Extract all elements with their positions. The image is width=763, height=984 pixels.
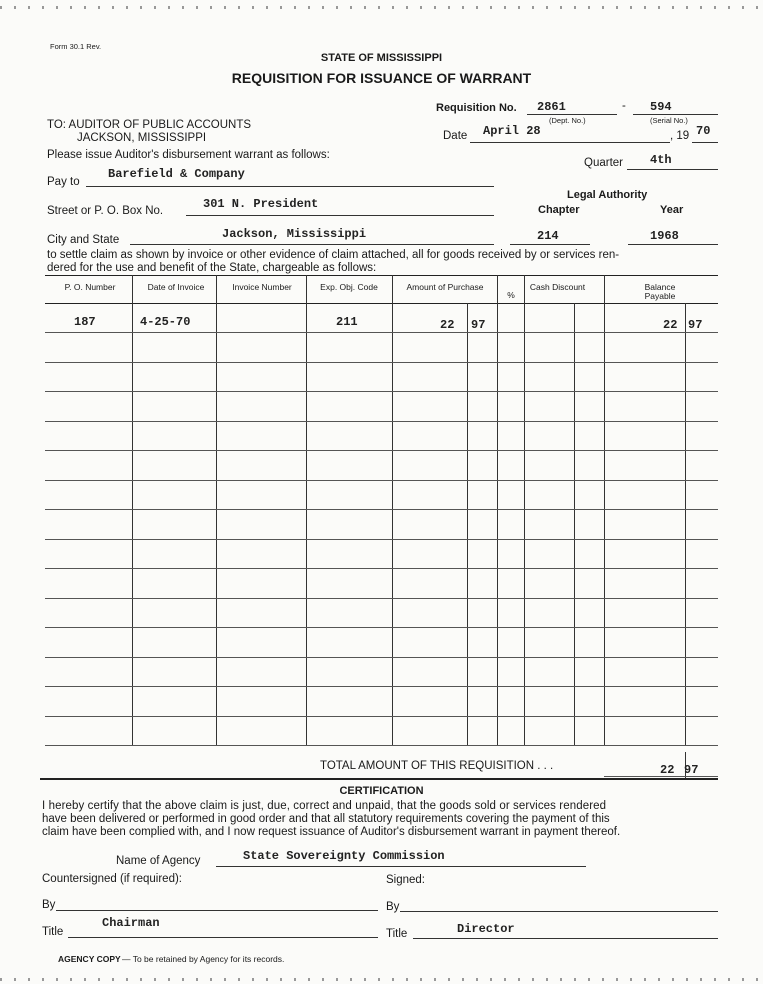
pay-to-line (86, 186, 494, 187)
certification-line-1: I hereby certify that the above claim is just, due, correct and unpaid, that the goods sold or services rendered (42, 800, 607, 812)
certification-line-2: have been delivered or performed in good order and that all statutory requirements covering the payment of this (42, 813, 610, 825)
city-label: City and State (47, 234, 120, 246)
quarter-value[interactable]: 4th (650, 153, 672, 167)
date-line (470, 142, 670, 143)
year-prefix: , 19 (670, 130, 690, 142)
street-line (186, 215, 494, 216)
serial-no-value[interactable]: 594 (650, 100, 672, 114)
chapter-line (510, 244, 590, 245)
bottom-perforation (0, 978, 763, 981)
header-date: Date of Invoice (147, 282, 205, 292)
agency-copy-label: AGENCY COPY (58, 954, 121, 964)
year-line (692, 142, 718, 143)
street-label: Street or P. O. Box No. (47, 205, 164, 217)
header-pct: % (507, 290, 515, 300)
chapter-value[interactable]: 214 (537, 229, 559, 243)
pay-to-value[interactable]: Barefield & Company (108, 167, 245, 181)
balance-dollars-cell[interactable]: 22 (663, 318, 678, 332)
header-amount: Amount of Purchase (406, 282, 484, 292)
dept-no-line (527, 114, 617, 115)
invoice-date-cell[interactable]: 4-25-70 (140, 315, 191, 329)
left-by-label: By (42, 899, 56, 911)
left-by-line[interactable] (56, 910, 378, 911)
certification-heading: CERTIFICATION (339, 785, 424, 797)
form-title: REQUISITION FOR ISSUANCE OF WARRANT (231, 70, 532, 86)
right-title-line (413, 938, 718, 939)
header-cash: Cash Discount (529, 282, 586, 292)
signed-label: Signed: (386, 874, 426, 886)
settle-line-1: to settle claim as shown by invoice or other evidence of claim attached, all for goods received by or services ren- (47, 249, 620, 261)
agency-value[interactable]: State Sovereignty Commission (243, 849, 445, 863)
date-value[interactable]: April 28 (483, 124, 541, 138)
amount-dollars-cell[interactable]: 22 (440, 318, 455, 332)
legal-year-line (628, 244, 718, 245)
left-title-value[interactable]: Chairman (102, 916, 160, 930)
quarter-line (627, 169, 718, 170)
right-by-label: By (386, 901, 400, 913)
serial-no-caption: (Serial No.) (650, 116, 688, 125)
right-by-line[interactable] (400, 911, 718, 912)
amount-cents-cell[interactable]: 97 (471, 318, 486, 332)
quarter-label: Quarter (584, 157, 623, 169)
settle-line-2: dered for the use and benefit of the State, chargeable as follows: (47, 262, 377, 274)
total-label: TOTAL AMOUNT OF THIS REQUISITION . . . (320, 760, 554, 772)
header-po: P. O. Number (64, 282, 116, 292)
form-number: Form 30.1 Rev. (50, 42, 102, 51)
date-label: Date (443, 130, 468, 142)
retained-note: — To be retained by Agency for its records. (122, 954, 285, 964)
year-label: Year (660, 204, 684, 216)
to-line-1: TO: AUDITOR OF PUBLIC ACCOUNTS (47, 119, 252, 131)
please-issue: Please issue Auditor's disbursement warrant as follows: (47, 149, 330, 161)
requisition-label: Requisition No. (436, 102, 517, 114)
top-perforation (0, 6, 763, 9)
dept-no-value[interactable]: 2861 (537, 100, 566, 114)
header-invoice: Invoice Number (232, 282, 292, 292)
state-heading: STATE OF MISSISSIPPI (320, 52, 443, 64)
certification-line-3: claim have been complied with, and I now request issuance of Auditor's disbursement warrant in payment thereof. (42, 826, 621, 838)
to-line-2: JACKSON, MISSISSIPPI (77, 132, 207, 144)
total-cents[interactable]: 97 (684, 763, 699, 777)
header-balance: Balance Payable (644, 282, 676, 301)
chapter-label: Chapter (538, 204, 580, 216)
serial-no-line (633, 114, 718, 115)
legal-year-value[interactable]: 1968 (650, 229, 679, 243)
po-number-cell[interactable]: 187 (74, 315, 96, 329)
city-line (130, 244, 494, 245)
balance-cents-cell[interactable]: 97 (688, 318, 703, 332)
dept-no-caption: (Dept. No.) (549, 116, 586, 125)
exp-code-cell[interactable]: 211 (336, 315, 358, 329)
right-title-value[interactable]: Director (457, 922, 515, 936)
total-dollars[interactable]: 22 (660, 763, 675, 777)
pay-to-label: Pay to (47, 176, 80, 188)
agency-label: Name of Agency (116, 855, 201, 867)
legal-authority-label: Legal Authority (567, 189, 648, 201)
city-value[interactable]: Jackson, Mississippi (222, 227, 367, 241)
agency-line (216, 866, 586, 867)
countersigned-label: Countersigned (if required): (42, 873, 182, 885)
left-title-label: Title (42, 926, 64, 938)
year-value[interactable]: 70 (696, 124, 711, 138)
street-value[interactable]: 301 N. President (203, 197, 319, 211)
right-title-label: Title (386, 928, 408, 940)
header-exp: Exp. Obj. Code (320, 282, 378, 292)
left-title-line (68, 937, 378, 938)
